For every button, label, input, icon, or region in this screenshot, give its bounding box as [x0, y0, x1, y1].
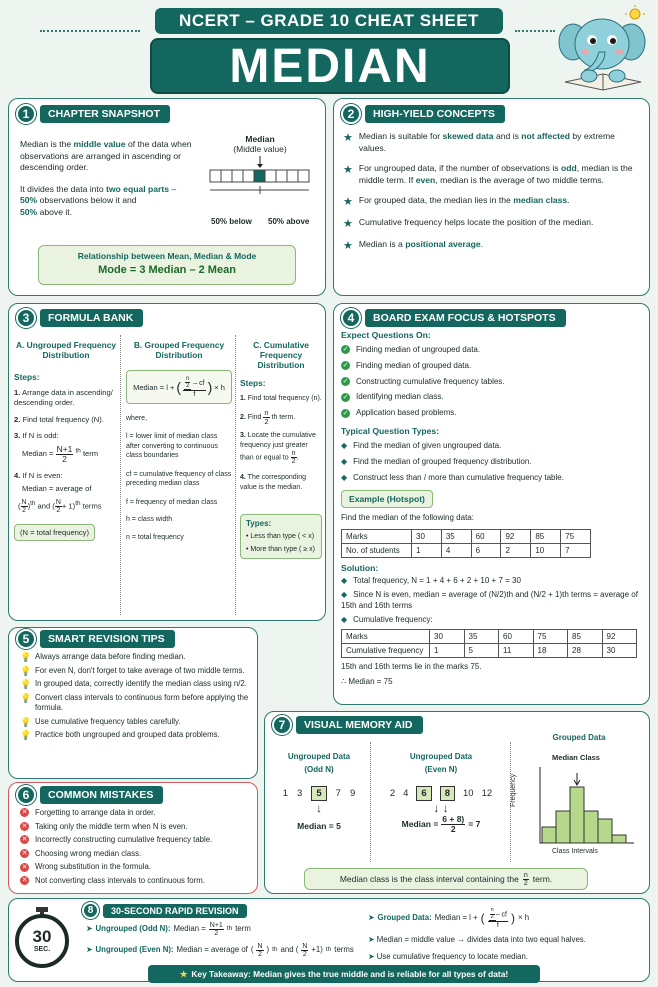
- list-item: 💡 Use cumulative frequency tables carefully.: [20, 716, 181, 727]
- snapshot-split: It divides the data into two equal parts – 50% observations below it and 50% above it.: [20, 183, 177, 217]
- key-takeaway-text: Key Takeaway: Median gives the true middle and is reliable for all types of data!: [191, 969, 509, 979]
- list-item: ✓ Finding median of grouped data.: [342, 360, 472, 370]
- section-title: VISUAL MEMORY AID: [296, 716, 423, 734]
- chapter-snapshot-header: [16, 104, 170, 124]
- diamond-icon: ◆: [341, 589, 348, 599]
- list-item: ★ Median is a positional average.: [343, 239, 484, 253]
- histogram-bar: [570, 787, 584, 843]
- table-row: Cumulative frequency 1 5 11 18 28 30: [342, 644, 637, 658]
- odd-median: Median = 5: [297, 821, 341, 831]
- def-n: n = total frequency: [126, 533, 184, 541]
- c-step-3: 3. Locate the cumulative frequency just greater than or equal to $\frac{n}{2}$ .: [240, 432, 316, 466]
- elephant-mascot-icon: [555, 4, 650, 94]
- check-icon: ✓: [342, 409, 349, 417]
- list-item: ◆ Construct less than / more than cumulative frequency table.: [341, 472, 564, 482]
- section-number: 6: [16, 785, 36, 805]
- relationship-formula: Mode = 3 Median – 2 Mean: [98, 264, 236, 276]
- cumulative-table: [341, 629, 637, 658]
- page-title-text: MEDIAN: [229, 39, 431, 93]
- list-item: ➤ Ungrouped (Odd N): Median = $\frac{N+1}{2}$ th term: [86, 922, 251, 937]
- lightbulb-icon: 💡: [20, 692, 32, 703]
- section-number: 1: [16, 104, 36, 124]
- section-number: 5: [16, 629, 36, 649]
- list-item: 💡 Always arrange data before finding median.: [20, 652, 186, 662]
- odd-example: [270, 752, 368, 831]
- table-row: Marks 30 35 60 92 85 75: [342, 530, 591, 544]
- list-item: 💡 In grouped data, correctly identify the median class using n/2.: [20, 679, 247, 690]
- steps-label: Steps:: [240, 378, 266, 388]
- c-step-1: 1. Find total frequency (n).: [240, 395, 322, 402]
- list-item: ✓ Identifying median class.: [342, 392, 444, 402]
- formula-col-a: [14, 340, 118, 541]
- below-label: 50% below: [211, 217, 252, 226]
- histogram-bar: [556, 811, 570, 843]
- diamond-icon: ◆: [341, 614, 348, 624]
- list-item: 💡 Convert class intervals to continuous form before applying the formula.: [20, 692, 249, 713]
- snapshot-def: Median is the middle value of the data when observations are arranged in ascending or descending order.: [20, 139, 192, 173]
- star-icon: ★: [343, 196, 353, 209]
- even-subtitle: (Even N): [424, 765, 458, 774]
- lightbulb-icon: 💡: [20, 716, 32, 727]
- timer-icon: [14, 906, 70, 968]
- section-title: FORMULA BANK: [40, 309, 143, 327]
- star-icon: ★: [343, 164, 353, 177]
- high-yield-list: [343, 131, 643, 252]
- arrow-icon: ➤: [86, 924, 93, 934]
- visual-footer: Median class is the class interval containing the $\frac{n}{2}$ term.: [304, 868, 588, 890]
- odd-formula: Median = $\frac{N+1}{2}$ $^{th}$ term: [22, 444, 99, 464]
- y-axis-label: Frequency: [510, 773, 517, 807]
- def-f: f = frequency of median class: [126, 498, 218, 506]
- arrow-icon: ➤: [368, 913, 375, 923]
- step-3: 3. If N is odd:: [14, 430, 59, 440]
- formula-bank-header: [16, 308, 143, 328]
- def-h: h = class width: [126, 516, 173, 524]
- diamond-icon: ◆: [341, 440, 348, 450]
- star-icon: ★: [343, 132, 353, 144]
- rapid-right: [368, 908, 646, 962]
- histogram-bar: [612, 835, 626, 843]
- list-item: ◆ Since N is even, median = average of (N/2)th and (N/2 + 1)th terms = average of 15th and 16th terms: [341, 589, 638, 610]
- even-formula-terms: ( $\frac{N}{2}$ )$^{th}$ and ( $\frac{N}{2}$ + 1)$^{th}$ terms: [18, 498, 102, 514]
- lightbulb-icon: 💡: [20, 652, 32, 662]
- divider: [120, 335, 121, 615]
- col-c-title: C. Cumulative Frequency Distribution: [253, 340, 309, 370]
- list-item: ✓ Constructing cumulative frequency tables.: [342, 376, 505, 386]
- grouped-formula-box: Median = l + ( $\frac{n}{2}$ – cf f ) × h: [126, 370, 232, 404]
- smart-revision-header: [16, 629, 175, 649]
- list-item: ➤ Use cumulative frequency to locate median.: [368, 951, 528, 961]
- revision-tips-list: [20, 652, 252, 741]
- list-item: ➤ Grouped Data: Median = l + ( $\frac{n}{2}$ – cf f ) × h: [368, 907, 530, 929]
- example-badge: Example (Hotspot): [341, 490, 433, 508]
- rapid-revision-header: [82, 902, 247, 919]
- histogram-bar: [542, 827, 556, 843]
- header-subtitle-text: NCERT – GRADE 10 CHEAT SHEET: [179, 11, 479, 30]
- relationship-box: [38, 245, 296, 285]
- x-axis-label: Class Intervals: [552, 848, 598, 855]
- list-item: 💡 Practice both ungrouped and grouped data problems.: [20, 730, 220, 741]
- divider: [235, 335, 236, 615]
- steps-label: Steps:: [14, 372, 40, 382]
- step-2: 2. Find total frequency (N).: [14, 414, 104, 424]
- median-bar-diagram: [205, 154, 315, 214]
- example-question: Find the median of the following data:: [341, 513, 474, 523]
- header-dots-left: [40, 30, 140, 32]
- solution-answer: ∴ Median = 75: [341, 677, 393, 687]
- timer-value: 30: [32, 927, 52, 946]
- list-item: ★ For ungrouped data, if the number of observations is odd, median is the middle term. If even, median is the average of two middle terms.: [343, 163, 633, 185]
- header-dots-right: [515, 30, 555, 32]
- even-median: Median = $\frac{6 + 8)}{2}$ = 7: [401, 814, 481, 834]
- example-table: [341, 529, 591, 558]
- diamond-icon: ◆: [341, 576, 348, 586]
- histogram-bar: [584, 811, 598, 843]
- histogram: [512, 747, 646, 859]
- median-class-arrow: [574, 773, 580, 785]
- chart-title: Grouped Data: [552, 733, 606, 742]
- odd-subtitle: (Odd N): [304, 765, 334, 774]
- check-icon: ✓: [342, 393, 349, 401]
- c-step-4: 4. The corresponding value is the median.: [240, 474, 307, 491]
- x-icon: ✕: [21, 836, 28, 844]
- list-item: ➤ Median = middle value → divides data into two equal halves.: [368, 935, 586, 944]
- formula-col-b: [126, 340, 232, 542]
- section-title: 30-SECOND RAPID REVISION: [103, 904, 247, 918]
- visual-memory-header: [272, 715, 423, 735]
- histogram-bar: [598, 819, 612, 843]
- board-exam-content: [341, 330, 645, 688]
- list-item: ✕ Incorrectly constructing cumulative frequency table.: [21, 835, 213, 845]
- solution-note: 15th and 16th terms lie in the marks 75.: [341, 662, 482, 672]
- down-arrow-icon: ↓ ↓: [433, 801, 449, 815]
- lightbulb-icon: 💡: [20, 665, 32, 676]
- section-number: 8: [82, 902, 99, 919]
- star-icon: ★: [179, 969, 188, 979]
- list-item: ◆ Total frequency, N = 1 + 4 + 6 + 2 + 10 + 7 = 30: [341, 576, 521, 586]
- check-icon: ✓: [342, 362, 349, 370]
- diamond-icon: ◆: [341, 456, 348, 466]
- expect-title: Expect Questions On:: [341, 330, 431, 340]
- types-box: [240, 514, 322, 559]
- section-title: BOARD EXAM FOCUS & HOTSPOTS: [365, 309, 566, 327]
- typical-title: Typical Question Types:: [341, 425, 440, 436]
- solution-title: Solution:: [341, 563, 379, 574]
- section-number: 7: [272, 715, 292, 735]
- common-mistakes-header: [16, 785, 163, 805]
- diagram-label: Median (Middle value): [233, 134, 287, 154]
- star-icon: ★: [343, 218, 353, 231]
- median-diagram: [205, 134, 315, 229]
- total-frequency-note: (N = total frequency): [14, 524, 95, 541]
- arrow-icon: ➤: [368, 951, 375, 961]
- relationship-title: Relationship between Mean, Median & Mode: [77, 251, 257, 261]
- page-title: [150, 38, 510, 94]
- list-item: ★ Median is suitable for skewed data and is not affected by extreme values.: [343, 131, 615, 153]
- section-number: 4: [341, 308, 361, 328]
- star-icon: ★: [343, 240, 353, 253]
- type-2: • More than type ( ≥ x): [246, 545, 315, 553]
- down-arrow-icon: ↓: [316, 801, 322, 815]
- col-b-title: B. Grouped Frequency Distribution: [133, 340, 225, 360]
- diamond-icon: ◆: [341, 472, 348, 482]
- type-1: • Less than type ( < x): [246, 533, 315, 541]
- section-title: COMMON MISTAKES: [40, 786, 163, 804]
- list-item: ★ For grouped data, the median lies in the median class.: [343, 195, 570, 209]
- even-example: [374, 752, 508, 833]
- arrow-icon: ➤: [368, 935, 375, 944]
- list-item: ✓ Finding median of ungrouped data.: [342, 345, 481, 354]
- list-item: ✕ Not converting class intervals to continuous form.: [21, 875, 205, 885]
- check-icon: ✓: [342, 377, 349, 385]
- x-icon: ✕: [21, 863, 28, 871]
- board-exam-header: [341, 308, 566, 328]
- where-label: where,: [126, 415, 148, 422]
- x-icon: ✕: [21, 849, 28, 857]
- formula-col-c: [240, 340, 322, 559]
- mistakes-list: [20, 808, 256, 886]
- odd-title: Ungrouped Data: [287, 752, 351, 761]
- step-4: 4. If N is even:: [14, 471, 63, 480]
- header-subtitle: [155, 8, 503, 34]
- arrow-icon: ➤: [86, 945, 93, 955]
- divider: [370, 742, 371, 862]
- list-item: ◆ Cumulative frequency:: [341, 614, 433, 624]
- section-number: 3: [16, 308, 36, 328]
- even-values: 2 4 6 8 10 12: [389, 788, 493, 799]
- even-formula: Median = average of: [22, 484, 92, 494]
- section-title: SMART REVISION TIPS: [40, 630, 175, 648]
- list-item: ★ Cumulative frequency helps locate the position of the median.: [343, 217, 594, 231]
- lightbulb-icon: 💡: [20, 679, 32, 690]
- def-cf: cf = cumulative frequency of class preceding median class: [126, 470, 232, 488]
- section-title: HIGH-YIELD CONCEPTS: [365, 105, 505, 123]
- col-a-title: A. Ungrouped Frequency Distribution: [15, 340, 117, 360]
- list-item: ◆ Find the median of grouped frequency distribution.: [341, 456, 532, 466]
- lightbulb-icon: 💡: [20, 730, 32, 741]
- section-title: CHAPTER SNAPSHOT: [40, 105, 170, 123]
- list-item: ✓ Application based problems.: [342, 408, 457, 418]
- list-item: ✕ Forgetting to arrange data in order.: [21, 808, 156, 817]
- x-icon: ✕: [21, 877, 28, 885]
- table-row: No. of students 1 4 6 2 10 7: [342, 544, 591, 558]
- section-number: 2: [341, 104, 361, 124]
- grouped-chart: [512, 733, 646, 863]
- even-title: Ungrouped Data: [409, 752, 473, 761]
- table-row: Marks 30 35 60 75 85 92: [342, 630, 637, 644]
- list-item: ◆ Find the median of given ungrouped data.: [341, 440, 502, 450]
- timer-unit: SEC.: [33, 946, 51, 953]
- list-item: 💡 For even N, don't forget to take average of two middle terms.: [20, 665, 245, 676]
- odd-values: 1 3 5 7 9: [282, 788, 356, 799]
- x-icon: ✕: [21, 809, 28, 817]
- step-1: 1. Arrange data in ascending/ descending order.: [14, 388, 113, 408]
- above-label: 50% above: [268, 217, 310, 226]
- key-takeaway-banner: [148, 965, 540, 983]
- list-item: ➤ Ungrouped (Even N): Median = average of ( $\frac{N}{2}$ ) th and ( $\frac{N}{2}$ +1) th terms: [86, 943, 354, 958]
- list-item: ✕ Wrong substitution in the formula.: [21, 862, 152, 872]
- check-icon: ✓: [342, 346, 349, 354]
- x-icon: ✕: [21, 822, 28, 830]
- high-yield-header: [341, 104, 505, 124]
- list-item: ✕ Choosing wrong median class.: [21, 848, 142, 858]
- c-step-2: 2. Find $\frac{n}{2}$ th term.: [240, 408, 296, 426]
- snapshot-text: [20, 139, 195, 219]
- rapid-left: [86, 922, 356, 958]
- list-item: ✕ Taking only the middle term when N is even.: [21, 821, 188, 831]
- def-l: l = lower limit of median class after converting to continuous class boundaries: [126, 433, 218, 460]
- median-class-label: Median Class: [552, 753, 600, 762]
- types-title: Types:: [246, 519, 272, 529]
